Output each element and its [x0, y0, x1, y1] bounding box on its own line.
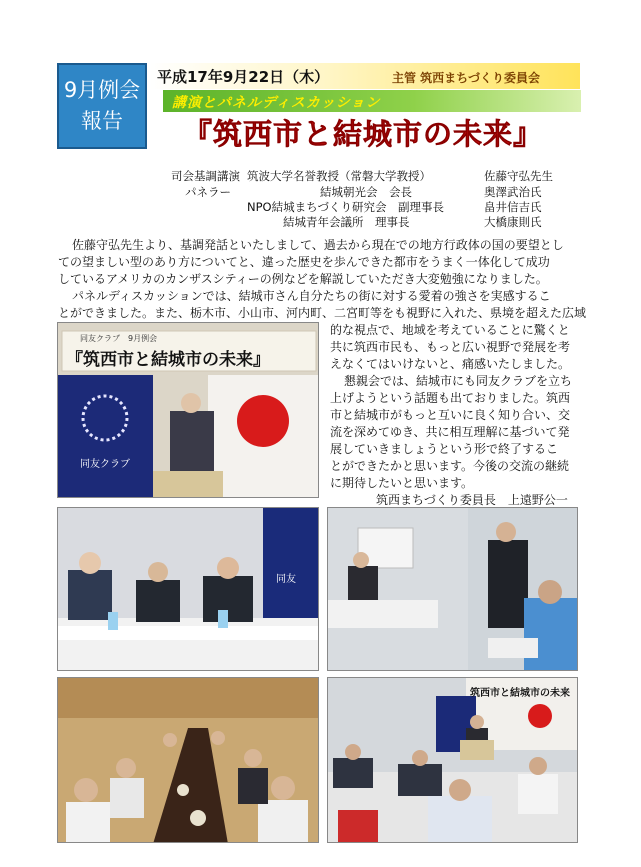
speaker-org-2: 結城朝光会 会長	[320, 185, 412, 199]
para3-line7: に期待したいと思います。	[330, 476, 474, 490]
photo-panelists-drawing	[58, 508, 319, 671]
speaker-org-1: 筑波大学名誉教授（常磐大学教授）	[247, 169, 431, 183]
photo-audience	[327, 677, 578, 843]
report-badge	[57, 63, 147, 149]
photo-dinner	[57, 677, 319, 843]
para2-line3: 的な視点で、地域を考えていることに驚くと	[330, 323, 570, 337]
speaker-org-3: NPO結城まちづくり研究会 副理事長	[247, 200, 444, 214]
photo-panel-speaker	[327, 507, 578, 671]
speaker-org-4: 結城青年会議所 理事長	[283, 215, 410, 229]
event-date: 平成17年9月22日（木）	[157, 68, 330, 86]
para1-line1: 佐藤守弘先生より、基調発話といたしまして、過去から現在での地方行政体の国の要望とし	[72, 238, 564, 252]
signature: 筑西まちづくり委員長 上遠野公一	[376, 493, 568, 507]
badge-line-2: 報告	[81, 109, 123, 133]
photo1-banner-small: 同友クラブ 9月例会	[80, 334, 158, 343]
para3-line1: 懇親会では、結城市にも同友クラブを立ち	[344, 374, 573, 388]
para2-line1: パネルディスカッションでは、結城市さん自分たちの街に対する愛着の強さを実感するこ	[72, 289, 551, 303]
speaker-name-1: 佐藤守弘先生	[484, 169, 553, 183]
speaker-role-2: パネラー	[185, 185, 231, 199]
photo2-flag-text: 同友	[276, 574, 296, 585]
para3-line6: とができたかと思います。今後の交流の継続	[330, 459, 570, 473]
para3-line5: 展していきましょうという形で終了するこ	[330, 442, 559, 456]
photo1-flag-text: 同友クラブ	[80, 459, 130, 470]
para2-line2: とができました。また、栃木市、小山市、河内町、二宮町等をも視野に入れた、県境を超えた広域	[58, 306, 587, 320]
photo-dinner-drawing	[58, 678, 319, 843]
speaker-name-3: 畠井信吉氏	[484, 200, 542, 214]
badge-line-1: 9月例会	[63, 78, 141, 102]
organizer: 主管 筑西まちづくり委員会	[392, 71, 541, 85]
photo1-banner: 『筑西市と結城市の未来』	[66, 350, 270, 370]
para3-line3: 市と結城市がもっと互いに良く知り合い、交	[330, 408, 571, 422]
photo-panel-speaker-drawing	[328, 508, 578, 671]
para1-line2: ての望ましい型のあり方についてと、違った歴史を歩んできた都市をうまく一体化して成功	[58, 255, 550, 269]
photo-lecture	[57, 322, 319, 498]
subtitle: 講演とパネルディスカッション	[172, 95, 381, 111]
para3-line2: 上げようという話題も出ておりました。筑西	[330, 391, 571, 405]
speaker-name-4: 大橋康則氏	[484, 215, 542, 229]
para1-line3: しているアメリカのカンザスシティーの例などを解説していただき大変勉強になりました。	[58, 272, 548, 286]
photo-audience-drawing	[328, 678, 578, 843]
para2-line4: 共に筑西市民も、もっと広い視野で発展を考	[330, 340, 571, 354]
speaker-name-2: 奥澤武治氏	[484, 185, 542, 199]
para2-line5: えなくてはいけないと、痛感いたしました。	[330, 357, 571, 371]
photo-panelists	[57, 507, 319, 671]
speaker-role-1: 司会基調講演	[171, 169, 240, 183]
para3-line4: 流を深めてゆき、共に相互理解に基づいて発	[330, 425, 570, 439]
main-title: 『筑西市と結城市の未来』	[183, 117, 544, 151]
photo6-banner: 筑西市と結城市の未来	[470, 688, 570, 699]
